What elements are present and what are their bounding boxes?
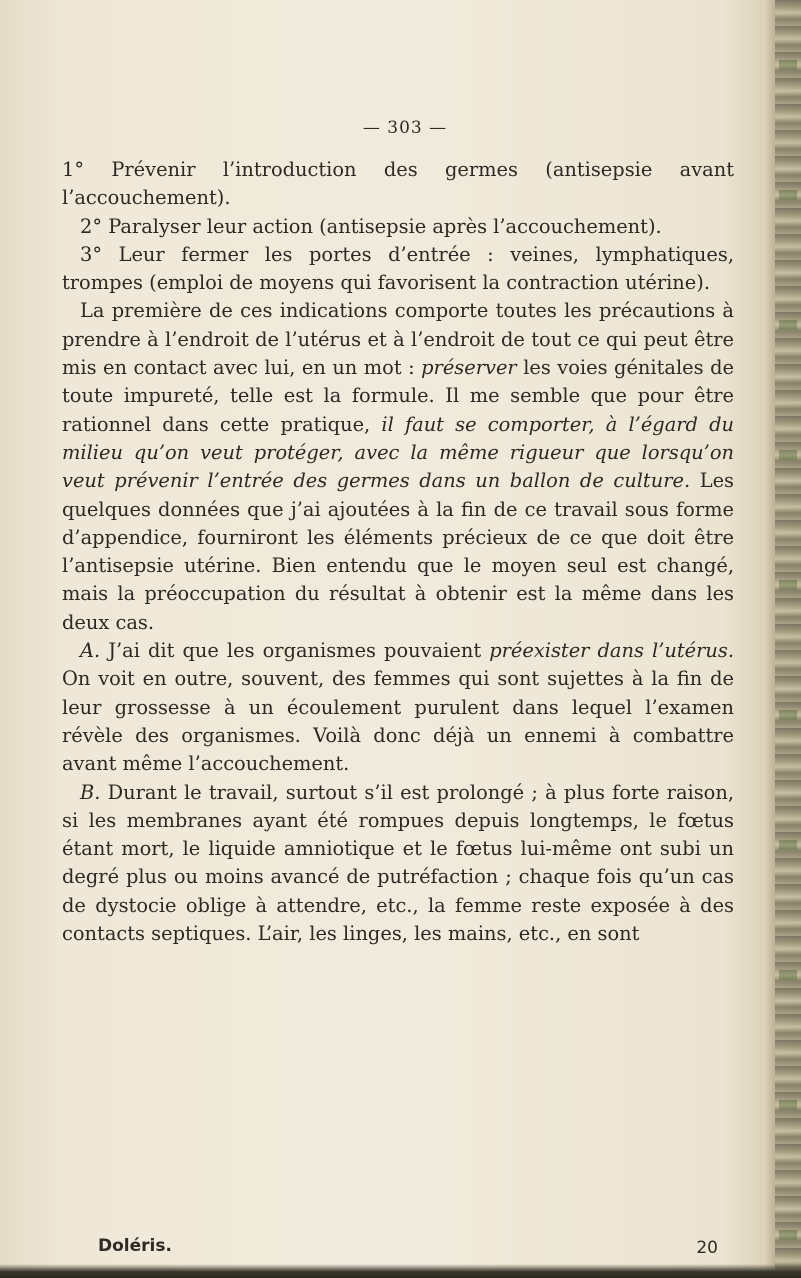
- binding-shadow: [765, 0, 775, 1278]
- paragraph-1-text: 1° Prévenir l’introduction des germes (antisepsie avant l’accouchement).: [62, 158, 734, 210]
- paragraph-3: [62, 241, 734, 298]
- paragraph-1: [62, 156, 734, 213]
- paragraph-5-part-4: On voit en outre, souvent, des femmes qui sont sujettes à la fin de leur grossesse à un écoulement purulent dans lequel l’examen révèle des organismes. Voilà donc déjà un ennemi à combattre avant même l’accouchement.: [62, 667, 734, 776]
- page-footer: [98, 1236, 718, 1262]
- page-text-block: [62, 118, 734, 948]
- paragraph-4: [62, 297, 734, 637]
- footer-author: Doléris.: [98, 1236, 172, 1256]
- paragraph-5-label-a: A.: [80, 639, 101, 663]
- paragraph-3-text: 3° Leur fermer les portes d’entrée : veines, lymphatiques, trompes (emploi de moyens qui favorisent la contraction utérine).: [62, 242, 734, 295]
- paragraph-4-part-1: La première de ces indications comporte toutes les précautions à prendre à l’endroit de l’utérus et à l’endroit de tout ce qui peut être mis en contact avec lui, en un mot :: [62, 299, 734, 380]
- paragraph-4-part-5: Les quelques données que j’ai ajoutées à la fin de ce travail sous forme d’appendice, fourniront les éléments précieux de ce que doit être l’antisepsie utérine. Bien entendu que le moyen seul est changé, mais la préoccupation du résultat à obtenir est la même dans les deux cas.: [62, 469, 735, 634]
- paragraph-4-part-3: les voies génitales de toute impureté, telle est la formule. Il me semble que pour être rationnel dans cette pratique,: [62, 356, 734, 436]
- paragraph-5-part-2: J’ai dit que les organismes pouvaient: [100, 639, 490, 663]
- bottom-page-edge: [0, 1264, 801, 1278]
- paragraph-5-italic-preexister: préexister dans l’utérus.: [489, 639, 734, 663]
- paragraph-6-part-2: Durant le travail, surtout s’il est prolongé ; à plus forte raison, si les membranes ayant été rompues depuis longtemps, le fœtus étant mort, le liquide amniotique et le fœtus lui-même ont subi un degré plus ou moins avancé de putréfaction ; chaque fois qu’un cas de dystocie oblige à attendre, etc., la femme reste exposée à des contacts septiques. L’air, les linges, les mains, etc., en sont: [62, 780, 734, 946]
- paragraph-2: [62, 213, 734, 241]
- paragraph-4-italic-preserver: préserver: [421, 356, 517, 380]
- paragraph-5: [62, 637, 734, 778]
- paragraph-4-italic-quote: il faut se comporter, à l’égard du milieu qu’on veut protéger, avec la même rigueur que lorsqu’on veut prévenir l’entrée des germes dans un ballon de culture.: [62, 412, 735, 493]
- page-number: — 303 —: [362, 118, 448, 138]
- signature-mark: 20: [696, 1238, 718, 1258]
- paragraph-6-label-b: B.: [80, 780, 101, 804]
- paragraph-6: [62, 779, 734, 949]
- spine-tape-marks: [779, 0, 797, 1278]
- paragraph-2-text: 2° Paralyser leur action (antisepsie après l’accouchement).: [80, 214, 662, 238]
